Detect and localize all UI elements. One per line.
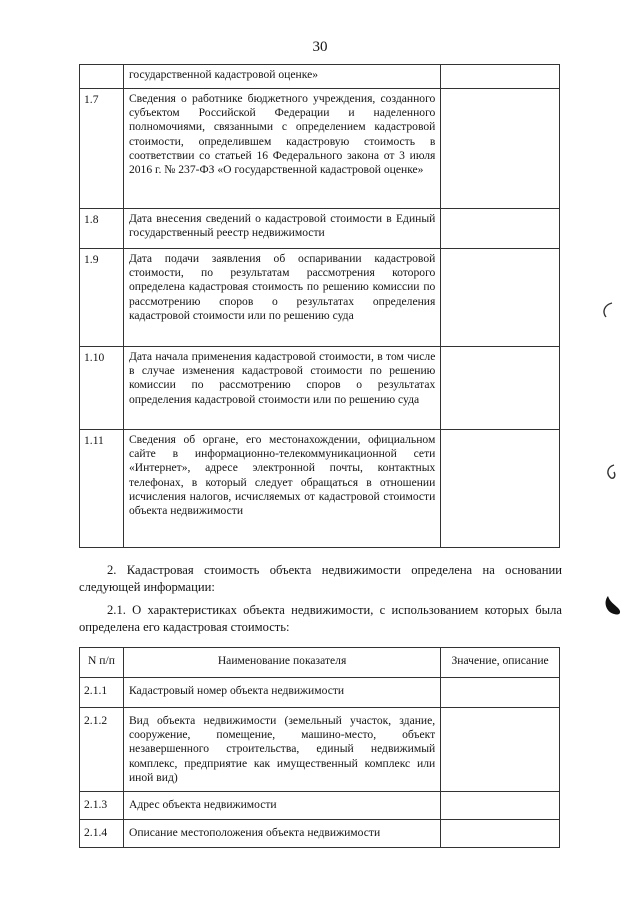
table-row [80, 209, 560, 249]
row-value [441, 708, 560, 792]
row-number: 2.1.4 [80, 820, 124, 848]
row-text: Описание местоположения объекта недвижимости [123, 820, 440, 848]
row-value [441, 249, 560, 347]
table-header-row [80, 648, 560, 678]
row-number: 1.10 [80, 347, 124, 430]
row-text: Адрес объекта недвижимости [123, 792, 440, 820]
row-value [441, 89, 560, 209]
table-row [80, 249, 560, 347]
table-row [80, 678, 560, 708]
row-value [441, 820, 560, 848]
header-name: Наименование показателя [123, 648, 440, 678]
row-number: 1.7 [80, 89, 124, 209]
row-text: Сведения об органе, его местонахождении, официальном сайте в информационно-телекоммуникационной сети «Интернет», адресе электронной почты, контактных телефонах, в который следует обращаться в отношении исчисления налогов, исчисляемых от кадастровой стоимости объекта недвижимости [123, 430, 440, 548]
row-value [441, 678, 560, 708]
margin-scan-mark [600, 592, 626, 622]
table-row [80, 347, 560, 430]
row-number: 2.1.3 [80, 792, 124, 820]
row-text: Дата начала применения кадастровой стоимости, в том числе в случае изменения кадастровой стоимости по решению комиссии по рассмотрению споров о результатах определения кадастровой стоимости или по решению суда [123, 347, 440, 430]
row-text: Сведения о работнике бюджетного учреждения, созданного субъектом Российской Федерации и наделенного полномочиями, связанными с определением кадастровой стоимости, определившем кадастровую стоимость в соответствии со статьей 16 Федерального закона от 3 июля 2016 г. № 237-ФЗ «О государственной кадастровой оценке» [123, 89, 440, 209]
table-row [80, 792, 560, 820]
row-number: 1.11 [80, 430, 124, 548]
row-number [80, 65, 124, 89]
row-text: Вид объекта недвижимости (земельный участок, здание, сооружение, помещение, машино-место, объект незавершенного строительства, единый недвижимый комплекс, предприятие как имущественный комплекс или иной вид) [123, 708, 440, 792]
row-number: 1.9 [80, 249, 124, 347]
row-value [441, 347, 560, 430]
row-text: государственной кадастровой оценке» [123, 65, 440, 89]
margin-scan-mark [598, 300, 618, 322]
row-text: Дата внесения сведений о кадастровой стоимости в Единый государственный реестр недвижимости [123, 209, 440, 249]
row-number: 1.8 [80, 209, 124, 249]
margin-scan-mark [602, 462, 620, 482]
table-row [80, 65, 560, 89]
header-value: Значение, описание [441, 648, 560, 678]
table-row [80, 820, 560, 848]
paragraph-2: 2. Кадастровая стоимость объекта недвижимости определена на основании следующей информации: [79, 563, 562, 594]
row-number: 2.1.2 [80, 708, 124, 792]
cadastral-info-table-continued [79, 64, 560, 548]
row-number: 2.1.1 [80, 678, 124, 708]
table-row [80, 708, 560, 792]
row-text: Кадастровый номер объекта недвижимости [123, 678, 440, 708]
header-num: N п/п [80, 648, 124, 678]
object-characteristics-table [79, 647, 560, 848]
page-number: 30 [312, 39, 328, 55]
row-value [441, 430, 560, 548]
row-text: Дата подачи заявления об оспаривании кадастровой стоимости, по результатам рассмотрения которого определена кадастровая стоимость по решению комиссии по рассмотрению споров о результатах определения кадастровой стоимости или по решению суда [123, 249, 440, 347]
table-row [80, 430, 560, 548]
table-row [80, 89, 560, 209]
row-value [441, 209, 560, 249]
paragraph-2-1: 2.1. О характеристиках объекта недвижимости, с использованием которых была определена его кадастровая стоимость: [79, 603, 562, 634]
row-value [441, 65, 560, 89]
row-value [441, 792, 560, 820]
